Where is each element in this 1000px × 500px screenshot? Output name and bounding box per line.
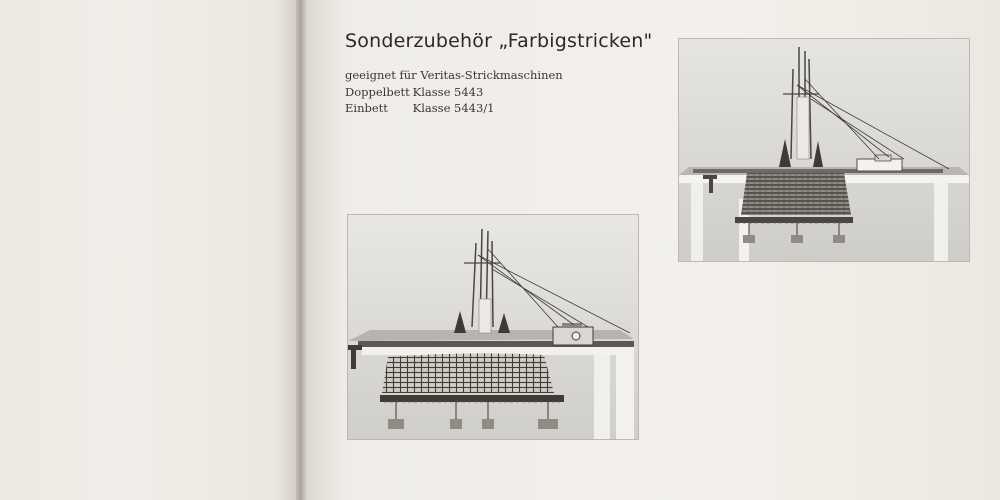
spec-model-name: Einbett xyxy=(345,101,388,115)
knitting-machine-illustration xyxy=(348,215,638,439)
spec-model-class: Klasse 5443/1 xyxy=(412,101,495,115)
knitting-machine-photo-top xyxy=(678,38,970,262)
knitting-machine-photo-bottom xyxy=(347,214,639,440)
spec-model-class: Klasse 5443 xyxy=(412,85,484,99)
page-title: Sonderzubehör „Farbigstricken" xyxy=(345,30,653,52)
spec-model-name: Doppelbett xyxy=(345,85,410,99)
spec-row-doppelbett xyxy=(345,85,483,99)
knitting-machine-illustration xyxy=(679,39,969,261)
page-subtitle: geeignet für Veritas-Strickmaschinen xyxy=(345,68,563,82)
spec-row-einbett xyxy=(345,101,495,115)
page-gutter xyxy=(296,0,306,500)
left-page xyxy=(0,0,300,500)
